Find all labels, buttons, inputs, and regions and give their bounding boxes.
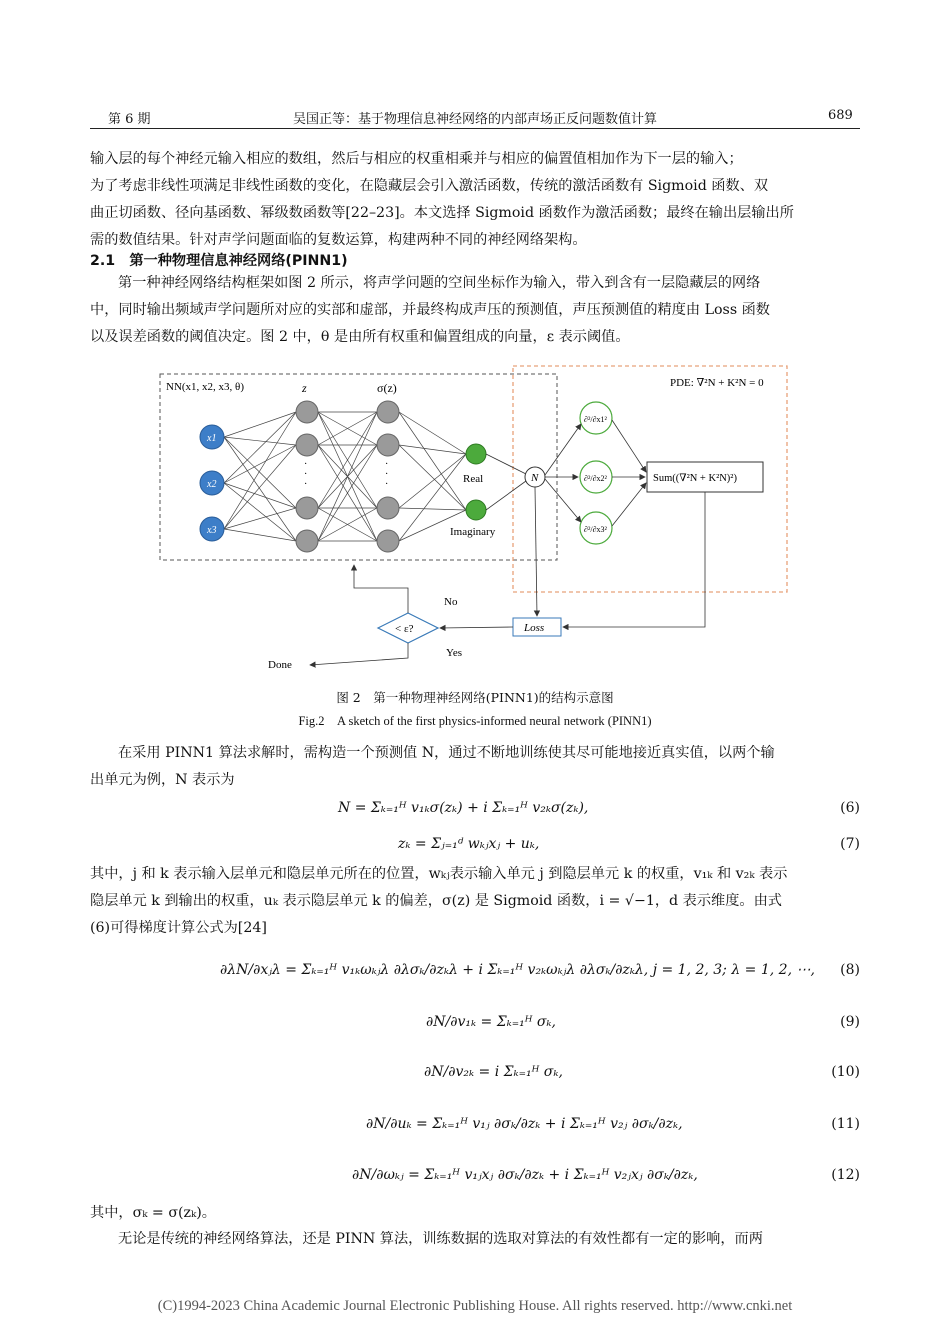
variables-paragraph	[90, 861, 860, 942]
equation-number: (10)	[831, 1064, 860, 1080]
equation-number: (11)	[831, 1116, 860, 1132]
intro-paragraph	[90, 146, 860, 254]
equation-9: ∂N/∂v₁ₖ = Σₖ₌₁ᴴ σₖ,	[426, 1014, 556, 1030]
after-figure-paragraph	[90, 740, 860, 794]
input-label-x3: x3	[207, 525, 217, 536]
text-line: 以及误差函数的阈值决定。图 2 中，θ 是由所有权重和偏置组成的向量，ε 表示阈值。	[90, 329, 630, 345]
equation-12: ∂N/∂ωₖⱼ = Σₖ₌₁ᴴ v₁ⱼxⱼ ∂σₖ/∂zₖ + i Σₖ₌₁ᴴ v₂ⱼxⱼ ∂σₖ/∂zₖ,	[352, 1167, 698, 1183]
equation-8: ∂λN/∂xⱼλ = Σₖ₌₁ᴴ v₁ₖωₖⱼλ ∂λσₖ/∂zₖλ + i Σₖ₌₁ᴴ v₂ₖωₖⱼλ ∂λσₖ/∂zₖλ, j = 1, 2, 3; λ = 1, 2, ⋯,	[220, 962, 815, 978]
done-label: Done	[268, 659, 292, 671]
text-line: 出单元为例，N 表示为	[90, 772, 235, 788]
text-line: 中，同时输出频域声学问题所对应的实部和虚部，并最终构成声压的预测值，声压预测值的精度由 Loss 函数	[90, 302, 770, 318]
edge	[399, 508, 466, 510]
hidden-node-z	[296, 530, 318, 552]
sigma-layer-label: σ(z)	[377, 381, 397, 395]
edge	[224, 412, 296, 437]
edge	[612, 483, 646, 526]
equation-10: ∂N/∂v₂ₖ = i Σₖ₌₁ᴴ σₖ,	[424, 1064, 563, 1080]
text-line: (6)可得梯度计算公式为[24]	[90, 920, 267, 936]
pinn1-figure	[150, 362, 810, 680]
edge	[224, 529, 296, 541]
hidden-node-sigma	[377, 401, 399, 423]
sigma-definition-line: 其中，σₖ = σ(zₖ)。	[90, 1205, 216, 1221]
figure-caption-en: Fig.2 A sketch of the first physics-informed neural network (PINN1)	[298, 714, 652, 728]
edge	[535, 487, 537, 616]
derivative-label-x1: ∂²/∂x1²	[584, 415, 607, 424]
edge	[545, 424, 581, 475]
text-line: 为了考虑非线性项满足非线性函数的变化，在隐藏层会引入激活函数，传统的激活函数有 Sigmoid 函数、双	[90, 178, 769, 194]
copyright-footer: (C)1994-2023 China Academic Journal Electronic Publishing House. All rights reserved. http://www.cnki.net	[157, 1298, 793, 1314]
pde-label: PDE: ∇²N + K²N = 0	[670, 377, 764, 389]
edge	[399, 445, 466, 454]
edge	[354, 565, 408, 613]
edge	[486, 481, 526, 510]
n-node-label: N	[531, 472, 539, 484]
edge	[486, 454, 526, 474]
ellipsis-dots: ·	[304, 459, 308, 470]
equation-number: (6)	[840, 800, 860, 816]
header-page-number: 689	[828, 108, 853, 123]
edge	[399, 412, 466, 454]
edge	[310, 643, 408, 665]
edge	[563, 492, 705, 627]
edge	[612, 420, 646, 472]
text-line: 第一种神经网络结构框架如图 2 所示，将声学问题的空间坐标作为输入，带入到含有一层隐藏层的网络	[118, 275, 761, 291]
equation-11: ∂N/∂uₖ = Σₖ₌₁ᴴ v₁ⱼ ∂σₖ/∂zₖ + i Σₖ₌₁ᴴ v₂ⱼ ∂σₖ/∂zₖ,	[366, 1116, 683, 1132]
sum-label: Sum((∇²N + K²N)²)	[653, 473, 737, 484]
hidden-node-sigma	[377, 497, 399, 519]
text-line: 需的数值结果。针对声学问题面临的复数运算，构建两种不同的神经网络架构。	[90, 232, 587, 248]
header-title: 吴国正等：基于物理信息神经网络的内部声场正反问题数值计算	[292, 112, 657, 127]
input-label-x2: x2	[207, 479, 217, 490]
section-paragraph	[90, 270, 860, 351]
equation-number: (7)	[840, 836, 860, 852]
condition-label: < ε?	[395, 623, 414, 635]
yes-label: Yes	[446, 647, 463, 659]
hidden-node-sigma	[377, 530, 399, 552]
equation-number: (9)	[840, 1014, 860, 1030]
equation-number: (8)	[840, 962, 860, 978]
real-label: Real	[463, 473, 484, 485]
text-line: 曲正切函数、径向基函数、幂级数函数等[22–23]。本文选择 Sigmoid 函数作为激活函数；最终在输出层输出所	[90, 205, 794, 221]
nn-label: NN(x1, x2, x3, θ)	[166, 381, 244, 393]
ellipsis-dots: ·	[304, 469, 308, 480]
hidden-node-sigma	[377, 434, 399, 456]
equation-7: zₖ = Σⱼ₌₁ᵈ wₖⱼxⱼ + uₖ,	[398, 836, 540, 852]
text-line: 输入层的每个神经元输入相应的数组，然后与相应的权重相乘并与相应的偏置值相加作为下一层的输入；	[90, 151, 743, 167]
no-label: No	[444, 596, 458, 608]
edge	[224, 445, 296, 483]
ellipsis-dots: ·	[385, 479, 389, 490]
input-label-x1: x1	[207, 433, 217, 444]
loss-label: Loss	[524, 622, 545, 634]
header-rule	[90, 128, 860, 129]
last-paragraph-line: 无论是传统的神经网络算法，还是 PINN 算法，训练数据的选取对算法的有效性都有一定的影响，而两	[118, 1231, 763, 1247]
ellipsis-dots: ·	[304, 479, 308, 490]
imaginary-label: Imaginary	[450, 526, 496, 538]
equation-number: (12)	[831, 1167, 860, 1183]
derivative-label-x3: ∂²/∂x3²	[584, 525, 607, 534]
edge	[545, 479, 581, 522]
edge	[440, 627, 513, 628]
section-heading: 2.1 第一种物理信息神经网络(PINN1)	[90, 253, 348, 269]
output-node-real	[466, 444, 486, 464]
text-line: 在采用 PINN1 算法求解时，需构造一个预测值 N，通过不断地训练使其尽可能地接近真实值，以两个输	[118, 745, 775, 761]
derivative-label-x2: ∂²/∂x2²	[584, 474, 607, 483]
figure-caption-cn: 图 2 第一种物理神经网络(PINN1)的结构示意图	[336, 690, 614, 705]
hidden-node-z	[296, 497, 318, 519]
ellipsis-dots: ·	[385, 469, 389, 480]
edge	[399, 412, 466, 510]
header-issue: 第 6 期	[108, 112, 151, 127]
output-node-imaginary	[466, 500, 486, 520]
text-line: 其中，j 和 k 表示输入层单元和隐层单元所在的位置，wₖⱼ表示输入单元 j 到隐层单元 k 的权重，v₁ₖ 和 v₂ₖ 表示	[90, 866, 788, 882]
hidden-node-z	[296, 401, 318, 423]
z-layer-label: z	[302, 381, 307, 395]
ellipsis-dots: ·	[385, 459, 389, 470]
edge	[224, 437, 296, 445]
edge	[224, 437, 296, 541]
equation-6: N = Σₖ₌₁ᴴ v₁ₖσ(zₖ) + i Σₖ₌₁ᴴ v₂ₖσ(zₖ),	[338, 800, 589, 816]
hidden-node-z	[296, 434, 318, 456]
text-line: 隐层单元 k 到输出的权重，uₖ 表示隐层单元 k 的偏差，σ(z) 是 Sigmoid 函数，i = √−1，d 表示维度。由式	[90, 893, 782, 909]
